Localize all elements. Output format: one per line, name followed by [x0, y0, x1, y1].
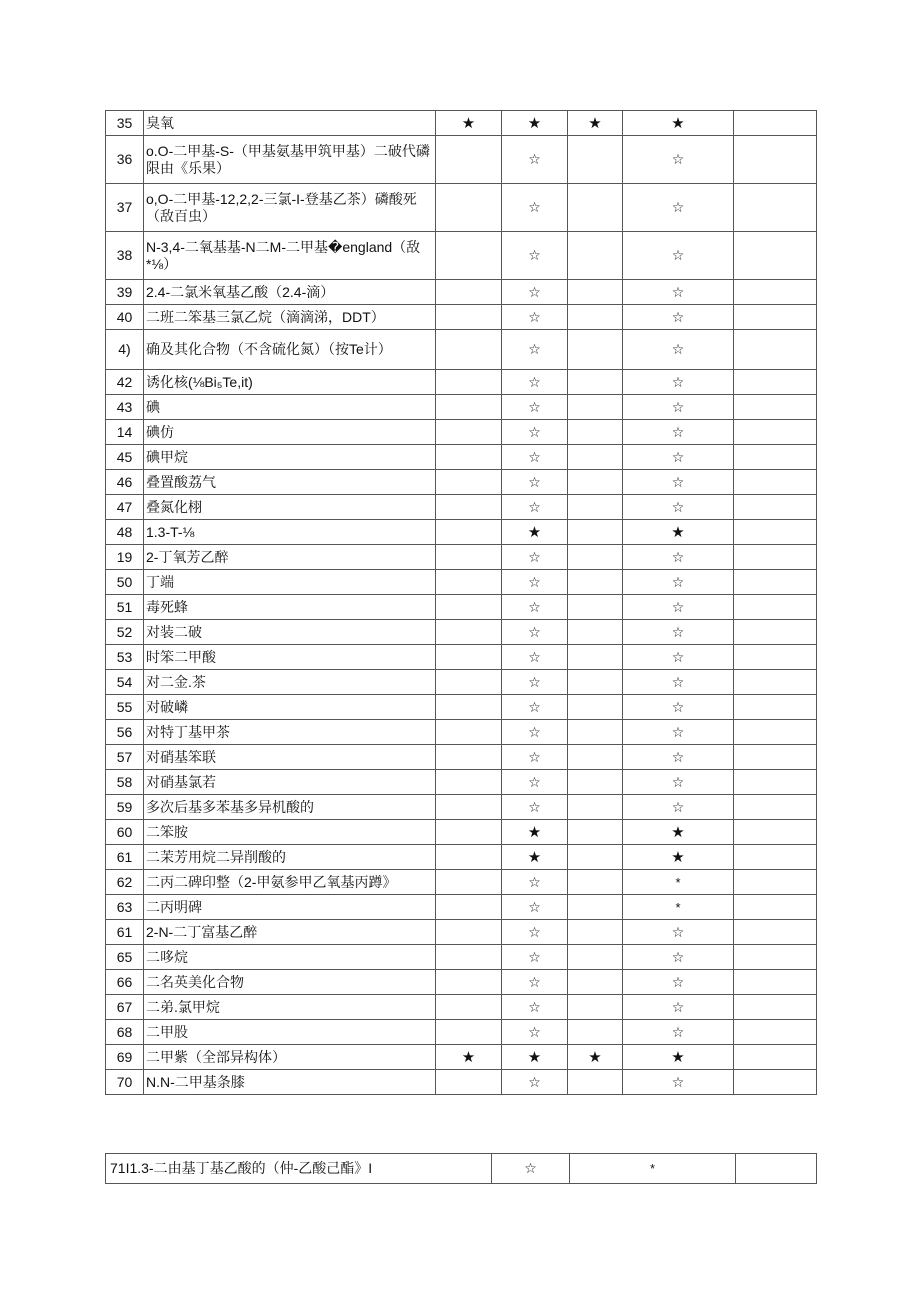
mark-cell	[734, 470, 817, 495]
table-row	[106, 370, 817, 395]
row-number: 46	[106, 470, 144, 495]
substance-name: 对装二破	[144, 620, 436, 645]
mark-cell	[436, 520, 502, 545]
row-number: 38	[106, 232, 144, 280]
mark-cell: ☆	[623, 570, 734, 595]
mark-cell	[568, 620, 623, 645]
mark-cell: ☆	[623, 970, 734, 995]
mark-cell	[568, 470, 623, 495]
substance-name: 二丙二碑印整（2-甲氨参甲乙氧基丙蹲》	[144, 870, 436, 895]
table-row	[106, 330, 817, 370]
mark-cell: ☆	[623, 620, 734, 645]
mark-cell	[734, 595, 817, 620]
mark-cell	[568, 920, 623, 945]
substance-name: 对二金.茶	[144, 670, 436, 695]
mark-cell: ☆	[502, 645, 568, 670]
mark-cell	[568, 745, 623, 770]
mark-cell	[734, 945, 817, 970]
mark-cell	[568, 520, 623, 545]
mark-cell: ☆	[623, 420, 734, 445]
mark-cell	[568, 845, 623, 870]
mark-cell	[436, 445, 502, 470]
mark-cell	[734, 695, 817, 720]
mark-cell	[734, 870, 817, 895]
mark-cell: ☆	[502, 695, 568, 720]
mark-cell	[568, 570, 623, 595]
mark-cell: ☆	[502, 495, 568, 520]
mark-cell	[734, 920, 817, 945]
mark-cell: ☆	[502, 795, 568, 820]
table-row	[106, 695, 817, 720]
mark-cell: ☆	[623, 470, 734, 495]
table-row	[106, 570, 817, 595]
mark-cell	[568, 1020, 623, 1045]
mark-cell: ☆	[623, 495, 734, 520]
row-number: 43	[106, 395, 144, 420]
mark-cell: ★	[502, 845, 568, 870]
mark-cell	[568, 870, 623, 895]
row-number: 55	[106, 695, 144, 720]
mark-cell: ☆	[623, 995, 734, 1020]
substance-name: 臭氧	[144, 111, 436, 136]
mark-cell	[436, 545, 502, 570]
mark-cell	[436, 420, 502, 445]
substance-name: 2-N-二丁富基乙醉	[144, 920, 436, 945]
row-number: 52	[106, 620, 144, 645]
table-row	[106, 970, 817, 995]
mark-cell: ☆	[502, 545, 568, 570]
mark-cell	[436, 280, 502, 305]
mark-cell: ☆	[502, 670, 568, 695]
substance-name: 2.4-二氯米氧基乙酸（2.4-滴）	[144, 280, 436, 305]
row-number: 4)	[106, 330, 144, 370]
mark-cell: ★	[436, 111, 502, 136]
mark-cell	[568, 1070, 623, 1095]
mark-cell: ☆	[502, 945, 568, 970]
substance-name: 毒死蜂	[144, 595, 436, 620]
mark-cell	[734, 995, 817, 1020]
mark-cell: ★	[623, 845, 734, 870]
table-row	[106, 795, 817, 820]
mark-cell: ☆	[502, 280, 568, 305]
table-row	[106, 1070, 817, 1095]
mark-cell	[734, 330, 817, 370]
mark-cell	[436, 570, 502, 595]
table-row	[106, 995, 817, 1020]
table-row	[106, 545, 817, 570]
mark-cell	[734, 111, 817, 136]
substance-name: 二哆烷	[144, 945, 436, 970]
substance-name: 碘甲烷	[144, 445, 436, 470]
mark-cell	[568, 795, 623, 820]
mark-cell: ☆	[623, 305, 734, 330]
mark-cell	[734, 545, 817, 570]
substance-name: 时笨二甲酸	[144, 645, 436, 670]
mark-cell: ☆	[623, 945, 734, 970]
mark-cell	[436, 895, 502, 920]
mark-cell	[734, 420, 817, 445]
mark-cell	[734, 845, 817, 870]
mark-cell: ☆	[623, 670, 734, 695]
mark-cell	[568, 330, 623, 370]
substance-name: 对硝基笨联	[144, 745, 436, 770]
mark-cell	[734, 232, 817, 280]
row-number: 59	[106, 795, 144, 820]
table-row	[106, 445, 817, 470]
mark-cell	[734, 570, 817, 595]
row-number: 37	[106, 184, 144, 232]
table-row	[106, 232, 817, 280]
mark-cell: ☆	[623, 1070, 734, 1095]
mark-cell: ☆	[623, 695, 734, 720]
mark-cell	[568, 445, 623, 470]
mark-cell: ☆	[623, 136, 734, 184]
table-row	[106, 420, 817, 445]
mark-cell	[436, 305, 502, 330]
mark-cell	[436, 395, 502, 420]
mark-cell	[436, 695, 502, 720]
row-number: 69	[106, 1045, 144, 1070]
table-row	[106, 495, 817, 520]
mark-cell: ☆	[502, 232, 568, 280]
mark-cell	[734, 770, 817, 795]
mark-cell: ★	[623, 820, 734, 845]
mark-cell	[568, 280, 623, 305]
mark-cell	[568, 820, 623, 845]
table-row	[106, 305, 817, 330]
table-row	[106, 595, 817, 620]
table-row	[106, 670, 817, 695]
mark-cell: ☆	[502, 445, 568, 470]
mark-cell	[436, 670, 502, 695]
mark-cell: ☆	[502, 470, 568, 495]
row-number: 19	[106, 545, 144, 570]
substance-name: 碘	[144, 395, 436, 420]
mark-cell	[568, 970, 623, 995]
mark-cell	[736, 1154, 817, 1184]
mark-cell	[568, 995, 623, 1020]
mark-cell: ☆	[623, 745, 734, 770]
substance-name: 确及其化合物（不含硫化氮）（按Te计）	[144, 330, 436, 370]
table-row	[106, 720, 817, 745]
table-row	[106, 1154, 817, 1184]
row-number: 68	[106, 1020, 144, 1045]
mark-cell: ☆	[502, 305, 568, 330]
mark-cell	[734, 370, 817, 395]
mark-cell: ☆	[502, 184, 568, 232]
mark-cell	[734, 395, 817, 420]
substance-name: 叠置酸荔气	[144, 470, 436, 495]
row-number: 39	[106, 280, 144, 305]
mark-cell	[436, 645, 502, 670]
mark-cell	[568, 695, 623, 720]
row-number: 35	[106, 111, 144, 136]
mark-cell	[436, 1020, 502, 1045]
mark-cell	[568, 184, 623, 232]
mark-cell	[568, 545, 623, 570]
mark-cell	[568, 945, 623, 970]
row-number: 62	[106, 870, 144, 895]
substance-name: 二丙明碑	[144, 895, 436, 920]
mark-cell: ☆	[502, 395, 568, 420]
row-number: 61	[106, 920, 144, 945]
mark-cell: ☆	[623, 232, 734, 280]
table-row	[106, 1020, 817, 1045]
mark-cell	[568, 645, 623, 670]
mark-cell: ☆	[502, 895, 568, 920]
row-number: 53	[106, 645, 144, 670]
table-row	[106, 136, 817, 184]
mark-cell: ☆	[502, 720, 568, 745]
substance-name: 二甲紫（全部异构体）	[144, 1045, 436, 1070]
table-row	[106, 184, 817, 232]
mark-cell: ☆	[502, 570, 568, 595]
mark-cell: ★	[502, 820, 568, 845]
chemical-list-table	[105, 110, 817, 1095]
mark-cell: ★	[502, 111, 568, 136]
mark-cell	[436, 495, 502, 520]
mark-cell	[734, 495, 817, 520]
mark-cell: *	[623, 895, 734, 920]
substance-name: N-3,4-二氧基基-N二M-二甲基�england（敌*⅛）	[144, 232, 436, 280]
mark-cell: ☆	[502, 920, 568, 945]
mark-cell: ☆	[623, 595, 734, 620]
table-row	[106, 845, 817, 870]
substance-name: 二甲股	[144, 1020, 436, 1045]
mark-cell	[734, 520, 817, 545]
mark-cell: ☆	[502, 330, 568, 370]
mark-cell: ☆	[502, 870, 568, 895]
mark-cell: ☆	[623, 445, 734, 470]
substance-name: 对特丁基甲茶	[144, 720, 436, 745]
mark-cell	[734, 136, 817, 184]
mark-cell	[734, 1070, 817, 1095]
mark-cell: ☆	[623, 920, 734, 945]
row-number: 51	[106, 595, 144, 620]
substance-name: 二名英美化合物	[144, 970, 436, 995]
mark-cell: ☆	[502, 595, 568, 620]
mark-cell	[436, 136, 502, 184]
mark-cell: *	[570, 1154, 736, 1184]
row-number: 70	[106, 1070, 144, 1095]
mark-cell	[436, 620, 502, 645]
substance-name: 二弟.氯甲烷	[144, 995, 436, 1020]
mark-cell: ☆	[502, 370, 568, 395]
mark-cell	[734, 895, 817, 920]
mark-cell: ☆	[623, 770, 734, 795]
mark-cell	[568, 770, 623, 795]
substance-name: o.O-二甲基-S-（甲基氨基甲筑甲基）二破代磷限由《乐果）	[144, 136, 436, 184]
mark-cell	[436, 184, 502, 232]
mark-cell: ☆	[623, 184, 734, 232]
mark-cell	[436, 820, 502, 845]
mark-cell	[436, 870, 502, 895]
row-number: 47	[106, 495, 144, 520]
row-number: 56	[106, 720, 144, 745]
table-row	[106, 920, 817, 945]
substance-name: 丁端	[144, 570, 436, 595]
mark-cell: ☆	[502, 745, 568, 770]
mark-cell	[734, 720, 817, 745]
mark-cell	[436, 845, 502, 870]
substance-name: 对硝基氯若	[144, 770, 436, 795]
mark-cell: ☆	[623, 395, 734, 420]
row-number: 67	[106, 995, 144, 1020]
mark-cell	[568, 395, 623, 420]
mark-cell	[734, 1045, 817, 1070]
mark-cell: ☆	[623, 280, 734, 305]
mark-cell	[436, 370, 502, 395]
row-number: 45	[106, 445, 144, 470]
table-row	[106, 820, 817, 845]
mark-cell: ★	[623, 520, 734, 545]
mark-cell: ☆	[623, 645, 734, 670]
mark-cell	[436, 995, 502, 1020]
mark-cell: ☆	[623, 1020, 734, 1045]
table-row	[106, 1045, 817, 1070]
row-number: 66	[106, 970, 144, 995]
mark-cell	[734, 1020, 817, 1045]
row-number: 65	[106, 945, 144, 970]
substance-name: 二班二笨基三氯乙烷（滴滴涕，DDT）	[144, 305, 436, 330]
mark-cell	[734, 645, 817, 670]
mark-cell: ☆	[502, 1070, 568, 1095]
mark-cell: *	[623, 870, 734, 895]
mark-cell	[436, 1070, 502, 1095]
table-row	[106, 111, 817, 136]
mark-cell: ☆	[623, 720, 734, 745]
mark-cell: ★	[568, 1045, 623, 1070]
mark-cell	[568, 305, 623, 330]
mark-cell: ☆	[623, 795, 734, 820]
row-number: 14	[106, 420, 144, 445]
mark-cell: ☆	[502, 136, 568, 184]
mark-cell	[568, 720, 623, 745]
mark-cell: ☆	[502, 620, 568, 645]
substance-name: 对破嶙	[144, 695, 436, 720]
mark-cell: ☆	[502, 995, 568, 1020]
continuation-table	[105, 1153, 817, 1184]
substance-name: 碘仿	[144, 420, 436, 445]
table-row	[106, 280, 817, 305]
table-row	[106, 895, 817, 920]
mark-cell: ★	[623, 1045, 734, 1070]
substance-name: 诱化核(⅛Bi₅Te,it)	[144, 370, 436, 395]
substance-name: 叠氮化栩	[144, 495, 436, 520]
mark-cell: ★	[502, 520, 568, 545]
mark-cell	[568, 420, 623, 445]
row-number: 42	[106, 370, 144, 395]
mark-cell	[436, 232, 502, 280]
substance-name: 71I1.3-二由基丁基乙酸的（仲-乙酸己酯》I	[106, 1154, 492, 1184]
mark-cell	[436, 970, 502, 995]
mark-cell	[734, 970, 817, 995]
mark-cell	[436, 795, 502, 820]
table-row	[106, 870, 817, 895]
substance-name: o,O-二甲基-12,2,2-三氯-I-登基乙茶）磷酸死（敌百虫）	[144, 184, 436, 232]
mark-cell	[568, 895, 623, 920]
row-number: 50	[106, 570, 144, 595]
row-number: 57	[106, 745, 144, 770]
row-number: 58	[106, 770, 144, 795]
substance-name: 二茉芳用烷二异削酸的	[144, 845, 436, 870]
mark-cell: ☆	[502, 1020, 568, 1045]
mark-cell	[568, 370, 623, 395]
table-row	[106, 770, 817, 795]
mark-cell: ★	[502, 1045, 568, 1070]
mark-cell	[734, 795, 817, 820]
table-row	[106, 620, 817, 645]
mark-cell	[734, 745, 817, 770]
mark-cell	[436, 720, 502, 745]
mark-cell	[436, 745, 502, 770]
substance-name: 二笨胺	[144, 820, 436, 845]
mark-cell	[734, 184, 817, 232]
substance-name: 2-丁氧芳乙醉	[144, 545, 436, 570]
mark-cell: ☆	[623, 370, 734, 395]
mark-cell	[734, 445, 817, 470]
table-row	[106, 395, 817, 420]
mark-cell: ☆	[502, 970, 568, 995]
mark-cell: ★	[623, 111, 734, 136]
mark-cell	[436, 945, 502, 970]
mark-cell: ☆	[492, 1154, 570, 1184]
mark-cell: ☆	[623, 545, 734, 570]
mark-cell: ☆	[502, 420, 568, 445]
table-row	[106, 945, 817, 970]
table-row	[106, 745, 817, 770]
row-number: 60	[106, 820, 144, 845]
mark-cell	[568, 595, 623, 620]
table-row	[106, 470, 817, 495]
row-number: 48	[106, 520, 144, 545]
mark-cell	[568, 670, 623, 695]
mark-cell	[568, 495, 623, 520]
mark-cell: ★	[436, 1045, 502, 1070]
mark-cell	[734, 670, 817, 695]
mark-cell	[436, 920, 502, 945]
table-row	[106, 645, 817, 670]
mark-cell	[436, 595, 502, 620]
mark-cell: ☆	[623, 330, 734, 370]
mark-cell	[734, 820, 817, 845]
mark-cell	[734, 620, 817, 645]
mark-cell	[568, 232, 623, 280]
table-row	[106, 520, 817, 545]
mark-cell	[734, 280, 817, 305]
mark-cell	[734, 305, 817, 330]
mark-cell: ★	[568, 111, 623, 136]
row-number: 40	[106, 305, 144, 330]
row-number: 61	[106, 845, 144, 870]
substance-name: 1.3-T-⅛	[144, 520, 436, 545]
row-number: 63	[106, 895, 144, 920]
row-number: 54	[106, 670, 144, 695]
mark-cell	[436, 770, 502, 795]
mark-cell	[436, 470, 502, 495]
substance-name: N.N-二甲基条膝	[144, 1070, 436, 1095]
mark-cell	[568, 136, 623, 184]
substance-name: 多次后基多苯基多异机酸的	[144, 795, 436, 820]
mark-cell: ☆	[502, 770, 568, 795]
mark-cell	[436, 330, 502, 370]
row-number: 36	[106, 136, 144, 184]
